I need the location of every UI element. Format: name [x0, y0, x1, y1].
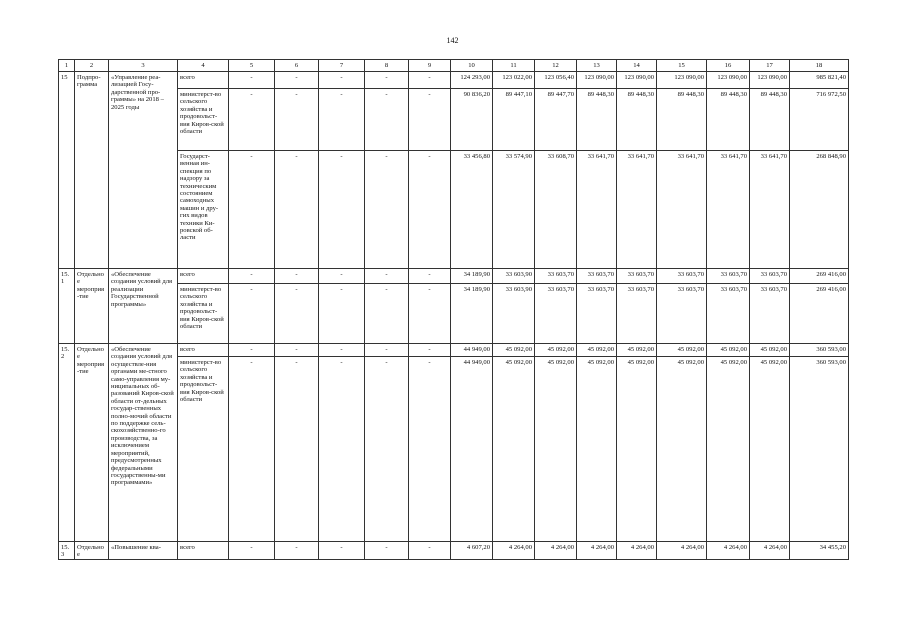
table-cell: 33 603,70: [750, 284, 790, 344]
table-cell: 34 189,90: [451, 284, 493, 344]
table-cell: -: [229, 89, 275, 151]
executor-cell: всего: [178, 542, 229, 560]
table-cell: -: [229, 357, 275, 542]
table-cell: 123 090,00: [707, 72, 750, 89]
header-row: [59, 60, 849, 72]
table-cell: 4 264,00: [617, 542, 657, 560]
column-header: 4: [178, 60, 229, 72]
table-cell: -: [229, 151, 275, 269]
table-cell: 89 448,30: [707, 89, 750, 151]
row-type: Отдельное мероприя-тие: [75, 344, 109, 542]
table-cell: -: [365, 89, 409, 151]
table-cell: 123 090,00: [657, 72, 707, 89]
column-header: 6: [275, 60, 319, 72]
executor-cell: Государст-венная ин-спекция по надзору за техническим состоянием самоходных машин и дру-гих видов техники Ки-ровской об-ласти: [178, 151, 229, 269]
row-title: «Обеспечение создания условий для осуществле-ния органами ме-стного само-управления му-ниципальных об-разований Киров-ской области от-дельных государ-ственных полно-мочий области по поддержке сель-скохозяйственно-го производства, за исключением мероприятий, предусмотренных федеральными государственны-ми программами»: [109, 344, 178, 542]
table-cell: -: [229, 72, 275, 89]
table-cell: -: [275, 357, 319, 542]
table-cell: 33 603,70: [577, 284, 617, 344]
table-cell: -: [409, 542, 451, 560]
row-number: 15.1: [59, 269, 75, 344]
table-cell: 45 092,00: [577, 357, 617, 542]
executor-cell: министерст-во сельского хозяйства и продовольст-вия Киров-ской области: [178, 357, 229, 542]
table-cell: 33 603,90: [493, 284, 535, 344]
total-cell: 716 972,50: [790, 89, 849, 151]
column-header: 3: [109, 60, 178, 72]
column-header: 11: [493, 60, 535, 72]
row-title: «Повышение ква-: [109, 542, 178, 560]
row-number: 15: [59, 72, 75, 269]
table-cell: 33 641,70: [657, 151, 707, 269]
column-header: 18: [790, 60, 849, 72]
table-cell: 45 092,00: [577, 344, 617, 357]
table-cell: 45 092,00: [535, 344, 577, 357]
row-type: Отдельное мероприя-тие: [75, 269, 109, 344]
table-row: [59, 72, 849, 89]
executor-cell: всего: [178, 344, 229, 357]
table-cell: -: [229, 284, 275, 344]
table-cell: 45 092,00: [493, 357, 535, 542]
table-cell: -: [409, 284, 451, 344]
table-cell: 4 264,00: [750, 542, 790, 560]
table-cell: -: [275, 542, 319, 560]
table-cell: -: [365, 284, 409, 344]
table-cell: -: [275, 269, 319, 284]
table-cell: 123 090,00: [750, 72, 790, 89]
table-row: [59, 269, 849, 284]
row-title: «Управление реа-лизацией Госу-дарственной про-граммы» на 2018 – 2025 годы: [109, 72, 178, 269]
table-row: [59, 357, 849, 542]
table-cell: 33 603,70: [617, 284, 657, 344]
table-cell: -: [319, 284, 365, 344]
table-cell: 33 641,70: [750, 151, 790, 269]
table-cell: 33 603,90: [493, 269, 535, 284]
executor-cell: министерст-во сельского хозяйства и продовольст-вия Киров-ской области: [178, 284, 229, 344]
table-cell: -: [319, 72, 365, 89]
total-cell: 360 593,00: [790, 344, 849, 357]
table-cell: 34 189,90: [451, 269, 493, 284]
table-cell: -: [275, 151, 319, 269]
table-cell: 89 448,30: [657, 89, 707, 151]
total-cell: 269 416,00: [790, 269, 849, 284]
table-cell: 33 574,90: [493, 151, 535, 269]
column-header: 2: [75, 60, 109, 72]
column-header: 13: [577, 60, 617, 72]
table-cell: 90 836,20: [451, 89, 493, 151]
table-cell: 33 603,70: [535, 269, 577, 284]
total-cell: 269 416,00: [790, 284, 849, 344]
table-cell: -: [229, 344, 275, 357]
table-cell: -: [409, 344, 451, 357]
table-cell: 89 448,30: [577, 89, 617, 151]
table-cell: 33 603,70: [617, 269, 657, 284]
table-cell: 44 949,00: [451, 344, 493, 357]
table-cell: 45 092,00: [535, 357, 577, 542]
table-cell: 45 092,00: [707, 344, 750, 357]
table-cell: 33 603,70: [707, 284, 750, 344]
table-cell: 45 092,00: [750, 344, 790, 357]
executor-cell: всего: [178, 269, 229, 284]
table-cell: 44 949,00: [451, 357, 493, 542]
column-header: 10: [451, 60, 493, 72]
column-header: 15: [657, 60, 707, 72]
table-cell: 89 448,30: [617, 89, 657, 151]
table-cell: -: [365, 357, 409, 542]
table-cell: -: [229, 542, 275, 560]
table-cell: -: [409, 72, 451, 89]
executor-cell: всего: [178, 72, 229, 89]
table-cell: 124 293,00: [451, 72, 493, 89]
column-header: 5: [229, 60, 275, 72]
column-header: 9: [409, 60, 451, 72]
table-cell: -: [229, 269, 275, 284]
table-cell: 33 608,70: [535, 151, 577, 269]
row-title: «Обеспечение создания условий для реализации Государственной программы»: [109, 269, 178, 344]
table-cell: 4 264,00: [535, 542, 577, 560]
table-cell: -: [275, 89, 319, 151]
table-cell: 123 090,00: [617, 72, 657, 89]
table-cell: -: [409, 357, 451, 542]
total-cell: 360 593,00: [790, 357, 849, 542]
table-cell: -: [409, 89, 451, 151]
table-cell: 123 090,00: [577, 72, 617, 89]
table-cell: 33 603,70: [657, 284, 707, 344]
table-cell: -: [365, 344, 409, 357]
table-cell: 33 603,70: [577, 269, 617, 284]
table-cell: -: [275, 72, 319, 89]
table-cell: -: [319, 542, 365, 560]
table-cell: 4 264,00: [493, 542, 535, 560]
table-cell: -: [275, 344, 319, 357]
table-cell: -: [319, 344, 365, 357]
executor-cell: министерст-во сельского хозяйства и продовольст-вия Киров-ской области: [178, 89, 229, 151]
column-header: 14: [617, 60, 657, 72]
table-cell: 45 092,00: [617, 357, 657, 542]
column-header: 16: [707, 60, 750, 72]
column-header: 17: [750, 60, 790, 72]
table-row: [59, 542, 849, 560]
table-cell: 45 092,00: [707, 357, 750, 542]
table-cell: 45 092,00: [617, 344, 657, 357]
table-cell: -: [275, 284, 319, 344]
table-cell: 89 448,30: [750, 89, 790, 151]
table-row: [59, 284, 849, 344]
table-cell: -: [409, 269, 451, 284]
table-cell: 33 603,70: [750, 269, 790, 284]
table-cell: 45 092,00: [657, 344, 707, 357]
table-cell: 45 092,00: [750, 357, 790, 542]
table-cell: 123 022,00: [493, 72, 535, 89]
total-cell: 985 821,40: [790, 72, 849, 89]
table-cell: 33 456,80: [451, 151, 493, 269]
table-cell: -: [319, 357, 365, 542]
total-cell: 268 848,90: [790, 151, 849, 269]
table-row: [59, 344, 849, 357]
table-cell: 33 603,70: [707, 269, 750, 284]
table-cell: -: [365, 269, 409, 284]
table-cell: 123 056,40: [535, 72, 577, 89]
page-number: 142: [446, 36, 459, 45]
table-cell: 4 264,00: [657, 542, 707, 560]
table-cell: 33 603,70: [657, 269, 707, 284]
table-cell: 4 607,20: [451, 542, 493, 560]
table-cell: -: [365, 542, 409, 560]
table-cell: -: [319, 89, 365, 151]
table-cell: 33 641,70: [617, 151, 657, 269]
budget-table: [58, 59, 849, 560]
table-cell: 33 603,70: [535, 284, 577, 344]
table-row: [59, 151, 849, 269]
row-type: Подпро-грамма: [75, 72, 109, 269]
total-cell: 34 455,20: [790, 542, 849, 560]
table-cell: 89 447,70: [535, 89, 577, 151]
table-cell: 33 641,70: [707, 151, 750, 269]
row-number: 15.2: [59, 344, 75, 542]
table-cell: 4 264,00: [577, 542, 617, 560]
table-cell: 33 641,70: [577, 151, 617, 269]
table-cell: -: [365, 72, 409, 89]
table-cell: -: [409, 151, 451, 269]
table-cell: -: [365, 151, 409, 269]
table-cell: 45 092,00: [493, 344, 535, 357]
table-cell: -: [319, 269, 365, 284]
column-header: 12: [535, 60, 577, 72]
table-row: [59, 89, 849, 151]
column-header: 7: [319, 60, 365, 72]
table-cell: 89 447,10: [493, 89, 535, 151]
table-cell: 4 264,00: [707, 542, 750, 560]
row-type: Отдельное: [75, 542, 109, 560]
column-header: 8: [365, 60, 409, 72]
table-cell: -: [319, 151, 365, 269]
column-header: 1: [59, 60, 75, 72]
table-cell: 45 092,00: [657, 357, 707, 542]
row-number: 15.3: [59, 542, 75, 560]
